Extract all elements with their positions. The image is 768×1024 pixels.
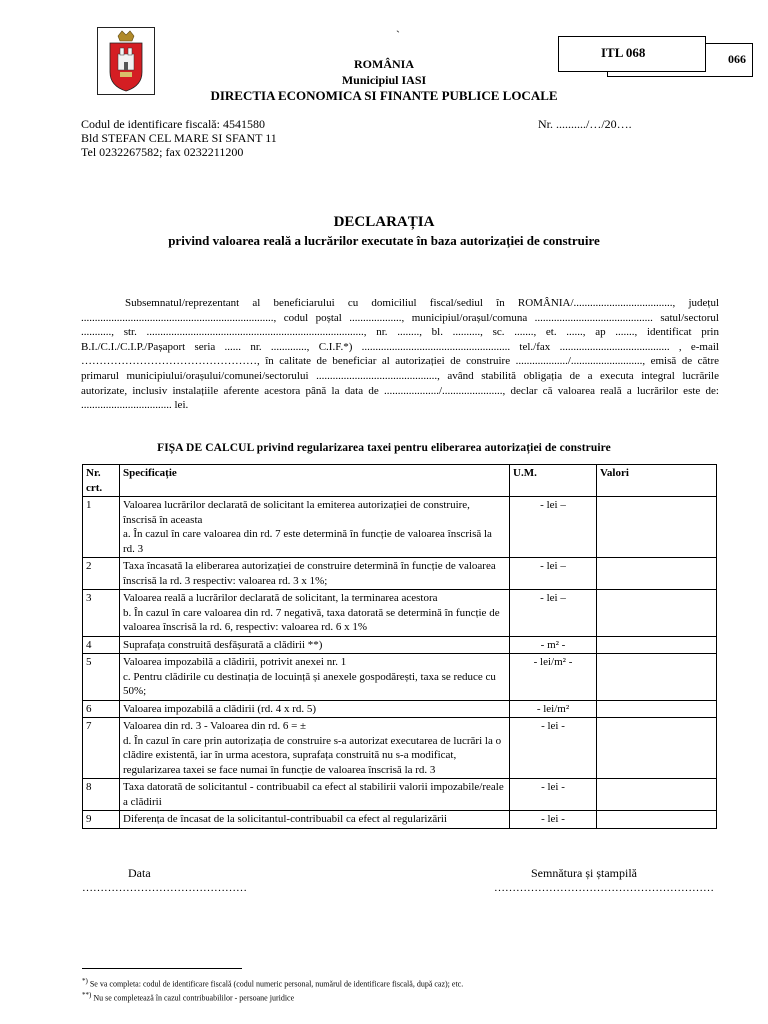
registration-number: Nr. ........../…/20…. [538,117,632,131]
row-specification: Suprafața construită desfășurată a clădirii **) [120,636,510,654]
signature-field[interactable]: …………………………………………………… [494,882,714,894]
row-value-cell[interactable] [597,779,717,811]
row-number: 9 [83,811,120,829]
date-field[interactable]: ……………………………………… [82,882,247,894]
declaration-body: Subsemnatul/reprezentant al beneficiarului cu domiciliul fiscal/sediul în ROMÂNIA/...................................., județul ......................................................................, codul poștal ..................., municipiul/orașul/comuna ........................................... satul/sectorul ..........., str. ..............................................................................., nr. ........, bl. .........., sc. ......., et. ......, ap ......., identificat prin B.I./C.I./C.I.P./Pașaport seria ...... nr. ............., C.I.F.*) ...................................................... tel./fax ........................................ , e-mail …………………………………………, în calitate de beneficiar al autorizației de construire .................../.........................., emisă de către primarul municipiului/orașului/comunei/sectorului ............................................, având stabilită obligația de a executa integral lucrările autorizate, inclusiv instalațiile aferente acestora până la data de ..................../......................, declar că valoarea reală a lucrărilor este de: ................................. lei. [81,297,719,412]
header-top-mark: ` [396,28,400,42]
row-specification: Valoarea impozabilă a clădirii (rd. 4 x rd. 5) [120,700,510,718]
row-number: 5 [83,654,120,701]
calc-table [82,464,717,829]
footnote-divider [82,968,242,969]
row-specification: Valoarea lucrărilor declarată de solicitant la emiterea autorizației de construire, înscrisă în aceasta a. În cazul în care valoarea din rd. 7 este determină în funcție de valoarea înscrisă la rd. 3 [120,497,510,558]
row-unit: - lei – [510,558,597,590]
row-number: 8 [83,779,120,811]
table-row [83,718,717,779]
table-header-row [83,465,717,497]
row-unit: - lei - [510,779,597,811]
row-value-cell[interactable] [597,700,717,718]
row-value-cell[interactable] [597,497,717,558]
form-code: ITL 068 [601,45,646,60]
row-number: 7 [83,718,120,779]
row-value-cell[interactable] [597,590,717,637]
signature-label: Semnătura și ștampilă [531,866,637,880]
row-number: 3 [83,590,120,637]
row-unit: - lei/m² [510,700,597,718]
row-number: 2 [83,558,120,590]
header-directorate: DIRECTIA ECONOMICA SI FINANTE PUBLICE LOCALE [210,88,558,103]
row-value-cell[interactable] [597,636,717,654]
table-row [83,779,717,811]
form-code-box [558,36,706,72]
row-unit: - lei - [510,811,597,829]
date-label: Data [128,866,151,880]
row-number: 6 [83,700,120,718]
footnote-1-text: Se va completa: codul de identificare fiscală (codul numeric personal, numărul de identificare fiscală, după caz); etc. [89,979,464,989]
table-row [83,497,717,558]
row-unit: - lei – [510,497,597,558]
header-nr: Nr. crt. [83,465,120,497]
row-specification: Diferența de încasat de la solicitantul-contribuabil ca efect al regularizării [120,811,510,829]
row-value-cell[interactable] [597,558,717,590]
row-value-cell[interactable] [597,654,717,701]
row-specification: Valoarea din rd. 3 - Valoarea din rd. 6 = ± d. În cazul în care prin autorizația de construire s-a autorizat executarea de lucrări la o clădire existentă, iar în urma acestora, suprafața construită nu s-a modificat, regularizarea taxei se face numai în funcție de valoarea înscrisă la rd. 3 [120,718,510,779]
calc-sheet-title: FIȘA DE CALCUL privind regularizarea taxei pentru eliberarea autorizației de construire [157,442,611,454]
header-country: ROMÂNIA [354,57,414,71]
row-specification: Valoarea impozabilă a clădirii, potrivit anexei nr. 1 c. Pentru clădirile cu destinația de locuință și anexele gospodărești, taxa se reduce cu 50%; [120,654,510,701]
row-specification: Valoarea reală a lucrărilor declarată de solicitant, la terminarea acestora b. În cazul în care valoarea din rd. 7 negativă, taxa datorată se determină în funcție de valoarea înscrisă la rd. 6, respectiv: valoarea rd. 6 x 1% [120,590,510,637]
table-row [83,558,717,590]
row-unit: - m² - [510,636,597,654]
institution-address: Bld STEFAN CEL MARE SI SFANT 11 [81,131,277,145]
header-um: U.M. [510,465,597,497]
header-spec: Specificație [120,465,510,497]
footnote-2 [82,990,722,1004]
footnote-2-text: Nu se completează în cazul contribuabililor - persoane juridice [93,993,295,1003]
table-row [83,590,717,637]
declaration-title: DECLARAȚIA [333,214,435,230]
fiscal-code: Codul de identificare fiscală: 4541580 [81,117,265,131]
declaration-subtitle: privind valoarea reală a lucrărilor executate în baza autorizației de construire [168,233,600,248]
row-value-cell[interactable] [597,811,717,829]
row-unit: - lei/m² - [510,654,597,701]
footnote-1 [82,976,722,990]
footnote-1-mark: *) [82,977,88,985]
table-row [83,811,717,829]
institution-phone: Tel 0232267582; fax 0232211200 [81,145,244,159]
header-municipality: Municipiul IASI [341,73,427,87]
row-unit: - lei – [510,590,597,637]
table-row [83,636,717,654]
header-values: Valori [597,465,717,497]
footnote-2-mark: **) [82,991,92,999]
row-number: 4 [83,636,120,654]
row-number: 1 [83,497,120,558]
row-specification: Taxa datorată de solicitantul - contribuabil ca efect al stabilirii valorii impozabile/reale a clădirii [120,779,510,811]
row-unit: - lei - [510,718,597,779]
row-value-cell[interactable] [597,718,717,779]
form-code-behind: 066 [728,52,746,66]
table-row [83,700,717,718]
row-specification: Taxa încasată la eliberarea autorizației de construire determină în funcție de valoarea înscrisă la rd. 3 respectiv: valoarea rd. 3 x 1%; [120,558,510,590]
table-row [83,654,717,701]
